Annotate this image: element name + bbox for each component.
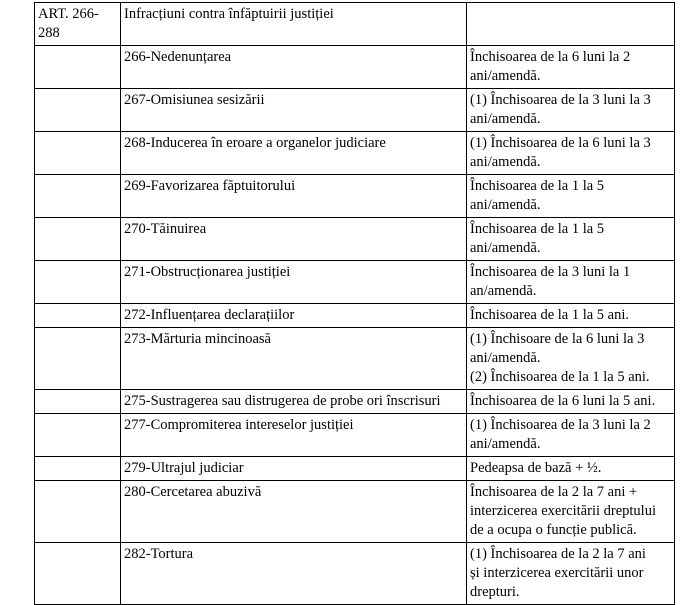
- penalty-cell: [467, 261, 675, 304]
- offense-name: 279-Ultrajul judiciar: [121, 457, 467, 481]
- article-cell: [35, 414, 121, 457]
- table-row: [35, 414, 675, 457]
- penalty-line: (1) Închisoare de la 6 luni la 3: [470, 331, 645, 347]
- offense-name: 269-Favorizarea făptuitorului: [121, 175, 467, 218]
- penalty-cell: [467, 481, 675, 543]
- table-row: [35, 390, 675, 414]
- table-row: [35, 218, 675, 261]
- penalty-line: (1) Închisoarea de la 3 luni la 2: [470, 417, 651, 433]
- penalty-line: ani/amendă.: [470, 111, 541, 127]
- section-title: Infracțiuni contra înfăptuirii justiției: [121, 3, 467, 46]
- penalty-line: Închisoarea de la 1 la 5: [470, 221, 605, 237]
- article-range-line-1: ART. 266-: [38, 6, 99, 22]
- article-cell: [35, 261, 121, 304]
- penalty-line: Pedeapsa de bază + ½.: [470, 460, 602, 476]
- penalty-cell: [467, 218, 675, 261]
- penalty-line: (1) Închisoarea de la 2 la 7 ani: [470, 546, 646, 562]
- penalty-line: (2) Închisoarea de la 1 la 5 ani.: [470, 369, 650, 385]
- penalty-line: drepturi.: [470, 584, 520, 600]
- article-cell: [35, 543, 121, 605]
- offense-name: 270-Tăinuirea: [121, 218, 467, 261]
- penalty-line: de a ocupa o funcție publică.: [470, 522, 637, 538]
- offense-name: 282-Tortura: [121, 543, 467, 605]
- penalty-line: ani/amendă.: [470, 68, 541, 84]
- offense-name: 267-Omisiunea sesizării: [121, 89, 467, 132]
- penalty-line: Închisoarea de la 6 luni la 5 ani.: [470, 393, 656, 409]
- penalty-cell: [467, 89, 675, 132]
- table-body: [35, 3, 675, 605]
- article-cell: [35, 481, 121, 543]
- penalty-line: ani/amendă.: [470, 436, 541, 452]
- article-cell: [35, 304, 121, 328]
- penalty-cell: [467, 132, 675, 175]
- article-cell: [35, 390, 121, 414]
- penalty-cell: [467, 414, 675, 457]
- penalty-line: (1) Închisoarea de la 6 luni la 3: [470, 135, 651, 151]
- penalty-line: Închisoarea de la 2 la 7 ani +: [470, 484, 638, 500]
- table-row: [35, 328, 675, 390]
- offense-name: 280-Cercetarea abuzivă: [121, 481, 467, 543]
- article-range-cell: [35, 3, 121, 46]
- offenses-table: [34, 2, 675, 605]
- penalty-cell: [467, 175, 675, 218]
- offense-name: 273-Mărturia mincinoasă: [121, 328, 467, 390]
- table-row: [35, 457, 675, 481]
- article-cell: [35, 132, 121, 175]
- penalty-line: Închisoarea de la 6 luni la 2: [470, 49, 631, 65]
- article-range-line-2: 288: [38, 25, 60, 41]
- header-row: [35, 3, 675, 46]
- table-row: [35, 261, 675, 304]
- offense-name: 272-Influențarea declarațiilor: [121, 304, 467, 328]
- penalty-line: și interzicerea exercitării unor: [470, 565, 644, 581]
- empty-header-cell: [467, 3, 675, 46]
- article-cell: [35, 175, 121, 218]
- penalty-line: Închisoarea de la 1 la 5: [470, 178, 605, 194]
- offense-name: 268-Inducerea în eroare a organelor judiciare: [121, 132, 467, 175]
- penalty-line: ani/amendă.: [470, 240, 541, 256]
- penalty-cell: [467, 390, 675, 414]
- article-cell: [35, 46, 121, 89]
- offense-name: 277-Compromiterea intereselor justiției: [121, 414, 467, 457]
- penalty-line: ani/amendă.: [470, 154, 541, 170]
- penalty-line: ani/amendă.: [470, 197, 541, 213]
- table-row: [35, 543, 675, 605]
- penalty-line: interzicerea exercitării dreptului: [470, 503, 656, 519]
- article-cell: [35, 89, 121, 132]
- penalty-cell: [467, 304, 675, 328]
- table-row: [35, 175, 675, 218]
- article-cell: [35, 328, 121, 390]
- table-row: [35, 89, 675, 132]
- penalty-line: ani/amendă.: [470, 350, 541, 366]
- penalty-line: Închisoarea de la 1 la 5 ani.: [470, 307, 630, 323]
- article-cell: [35, 457, 121, 481]
- penalty-cell: [467, 543, 675, 605]
- table-row: [35, 481, 675, 543]
- table-row: [35, 304, 675, 328]
- table-row: [35, 132, 675, 175]
- article-cell: [35, 218, 121, 261]
- offense-name: 266-Nedenunțarea: [121, 46, 467, 89]
- penalty-line: an/amendă.: [470, 283, 537, 299]
- penalty-cell: [467, 457, 675, 481]
- penalty-cell: [467, 328, 675, 390]
- offense-name: 271-Obstrucționarea justiției: [121, 261, 467, 304]
- offense-name: 275-Sustragerea sau distrugerea de probe ori înscrisuri: [121, 390, 467, 414]
- table-row: [35, 46, 675, 89]
- penalty-line: Închisoarea de la 3 luni la 1: [470, 264, 631, 280]
- penalty-line: (1) Închisoarea de la 3 luni la 3: [470, 92, 651, 108]
- penalty-cell: [467, 46, 675, 89]
